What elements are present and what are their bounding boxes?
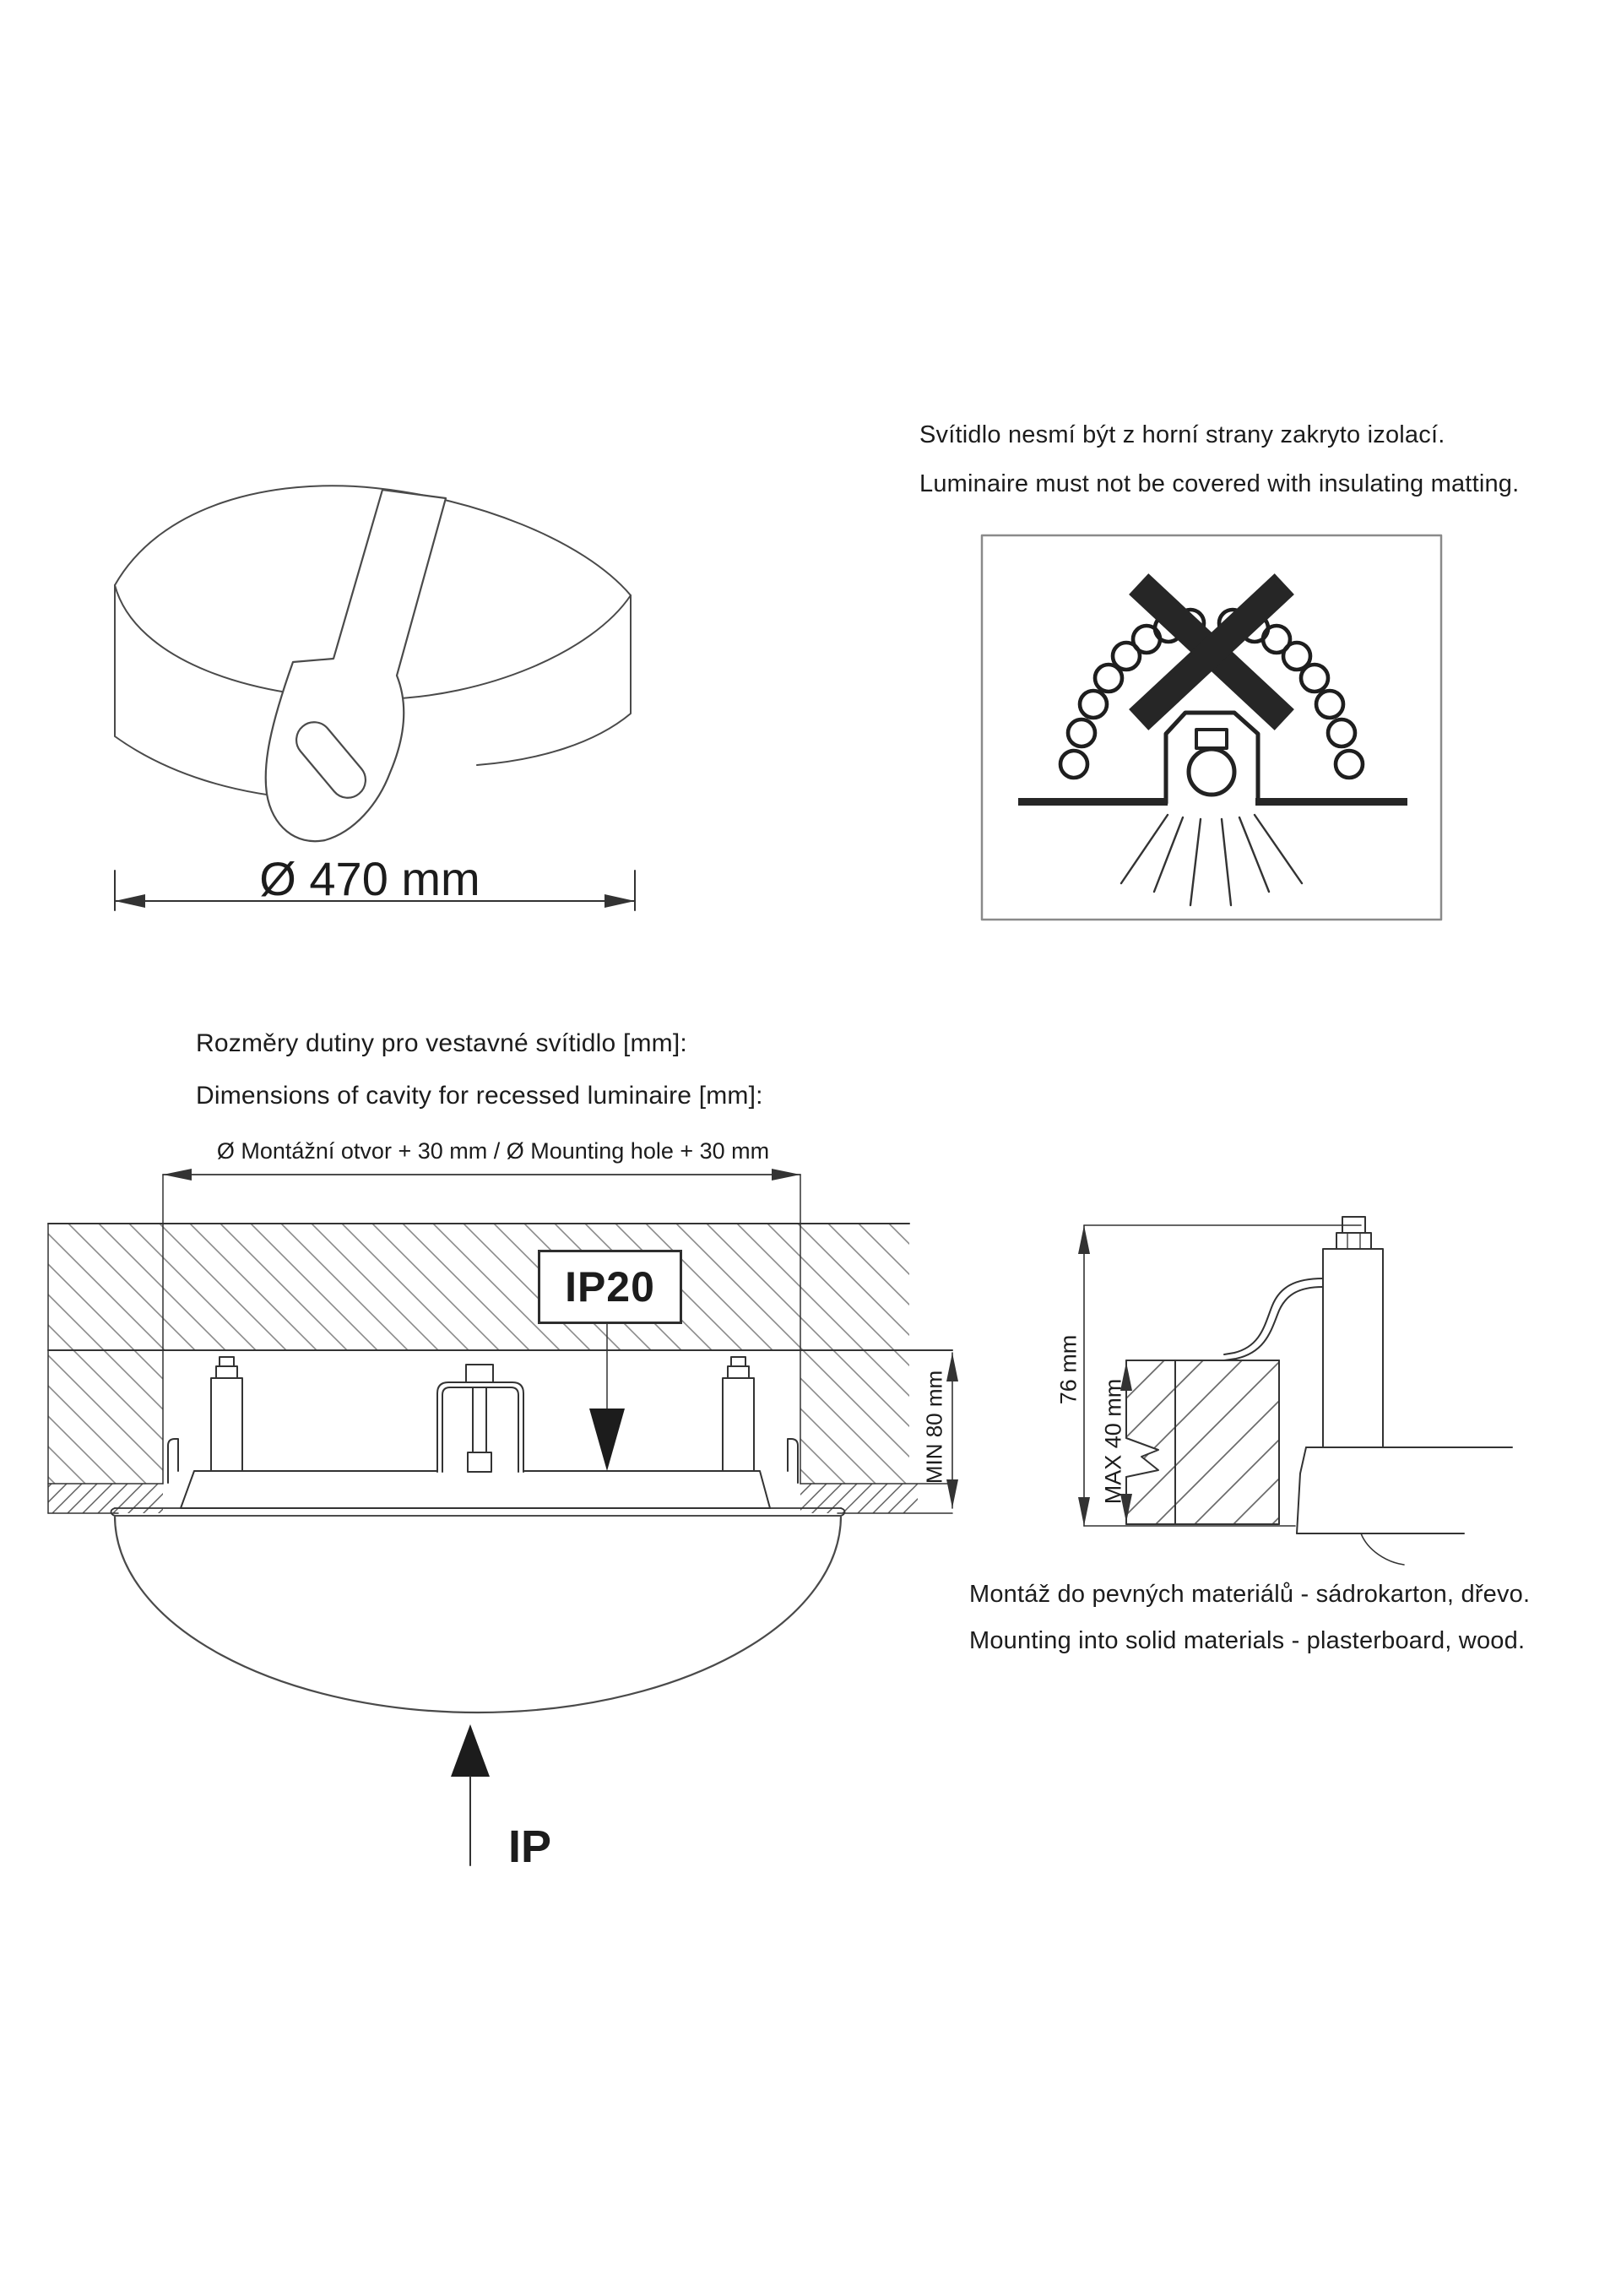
ceiling-bar-left — [1018, 798, 1168, 806]
ip-rating-badge: IP20 — [538, 1250, 682, 1324]
cavity-heading-cz: Rozměry dutiny pro vestavné svítidlo [mm]: — [196, 1029, 687, 1057]
min-depth-label: MIN 80 mm — [921, 1370, 947, 1485]
cavity-heading-en: Dimensions of cavity for recessed luminaire [mm]: — [196, 1082, 763, 1110]
cavity-cross-section-diagram — [48, 1169, 958, 1713]
luminaire-base-plate — [181, 1471, 770, 1508]
luminaire-rim — [111, 1508, 845, 1516]
fixing-posts — [211, 1357, 754, 1472]
insulation-note-cz: Svítidlo nesmí být z horní strany zakryto izolací. — [919, 421, 1445, 448]
diameter-dimension-label: Ø 470 mm — [259, 852, 480, 905]
min-depth-dimension — [946, 1353, 958, 1508]
glass-dome — [115, 1516, 841, 1713]
mounting-hole-dimension — [163, 1169, 800, 1181]
mounting-note-cz: Montáž do pevných materiálů - sádrokarton, dřevo. — [969, 1581, 1531, 1608]
luminaire-edge-side — [1297, 1447, 1512, 1565]
max-panel-label: MAX 40 mm — [1100, 1378, 1126, 1505]
mounting-note-en: Mounting into solid materials - plasterboard, wood. — [969, 1627, 1526, 1654]
recess-height-label: 76 mm — [1055, 1334, 1082, 1405]
fixing-post-side — [1323, 1217, 1383, 1447]
luminaire-perspective-drawing — [115, 486, 631, 841]
ip-up-arrow — [451, 1724, 490, 1865]
spring-clip — [1224, 1278, 1323, 1360]
ip-marker-label: IP — [508, 1821, 552, 1872]
mounting-hole-dimension-label: Ø Montážní otvor + 30 mm / Ø Mounting hole + 30 mm — [216, 1138, 770, 1164]
no-insulation-pictogram — [982, 535, 1441, 920]
insulation-note-en: Luminaire must not be covered with insulating matting. — [919, 470, 1520, 497]
side-mounting-diagram — [1078, 1217, 1512, 1565]
ceiling-bar-right — [1255, 798, 1407, 806]
